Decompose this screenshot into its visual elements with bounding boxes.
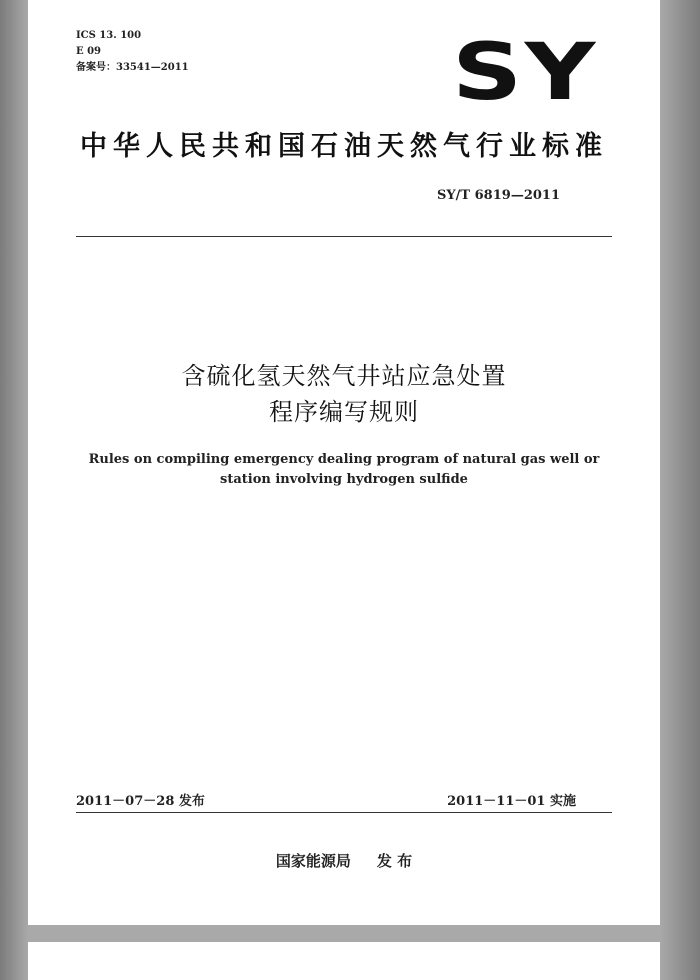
ics-code: ICS 13. 100 <box>76 30 142 41</box>
chinese-title-line-1: 含硫化氢天然气井站应急处置 <box>181 362 507 390</box>
chinese-title <box>76 358 612 430</box>
sy-logo: SY <box>452 28 598 118</box>
classification-block <box>76 28 189 76</box>
publisher-name: 国家能源局 <box>275 852 351 870</box>
english-title-line-2: station involving hydrogen sulfide <box>220 472 468 487</box>
standard-code: SY/T 6819—2011 <box>437 188 560 203</box>
english-title <box>76 450 612 490</box>
top-divider <box>76 236 612 237</box>
publisher-action: 发 布 <box>376 852 413 870</box>
record-number: 备案号：33541—2011 <box>76 62 189 73</box>
publisher-line <box>76 850 612 871</box>
bottom-divider <box>76 812 612 813</box>
issue-date: 2011－07－28 发布 <box>76 794 205 809</box>
implementation-date: 2011－11－01 实施 <box>447 794 576 809</box>
english-title-line-1: Rules on compiling emergency dealing program of natural gas well or <box>88 452 600 467</box>
class-code: E 09 <box>76 46 102 57</box>
chinese-title-line-2: 程序编写规则 <box>269 398 419 426</box>
document-page <box>28 0 660 925</box>
standard-category-title: 中华人民共和国石油天然气行业标准 <box>80 131 608 162</box>
next-page-edge <box>28 942 660 980</box>
